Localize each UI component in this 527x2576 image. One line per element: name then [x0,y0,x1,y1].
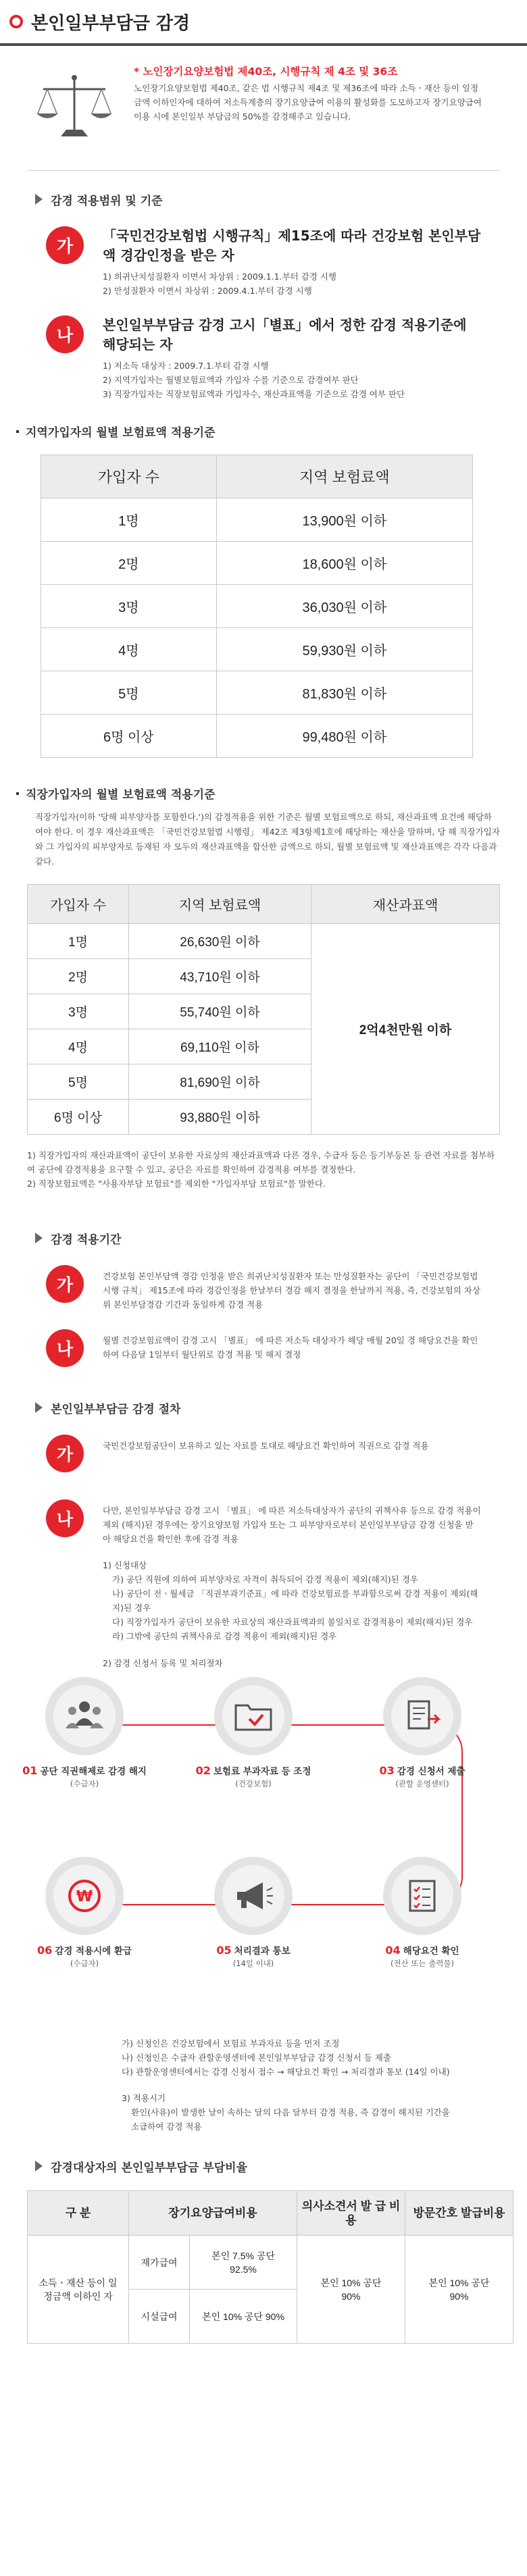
table-row [41,498,473,542]
list-item: 가) 신청인은 건강보험에서 보험료 부과자료 등을 먼저 조정 [122,2038,340,2049]
divider [27,170,500,171]
title-bullet-icon [9,15,23,28]
step-text: 감경 신청서 제출 [397,1766,466,1777]
workplace-table [27,884,500,1135]
step-label [358,1763,486,1777]
svg-text:₩: ₩ [76,1888,93,1905]
intro-text [122,63,486,151]
table-cell: 4명 [28,1029,129,1064]
process-item [46,1435,500,1472]
table-header: 가입자 수 [41,455,217,498]
item-sub-line: 2) 만성질환자 이면서 차상위 : 2009.4.1.부터 감경 시행 [103,286,312,296]
badge-na: 나 [46,1499,84,1537]
scope-item [46,226,500,298]
triangle-arrow-icon [35,1233,43,1243]
step-label [189,1943,318,1957]
badge-na: 나 [46,1329,84,1367]
step-text: 해당요건 확인 [403,1946,459,1957]
table-cell: 4명 [41,628,217,671]
item-text: 다만, 본인일부부담금 감경 고시 「별표」 에 따른 저소득대상자가 공단의 귀책사유 등으로 감경 적용이 제외 (해지)된 경우에는 장기요양보험 가입자 또는 그 피부양자로부터 본인일부부담금 감경 신청을 받아 해당요건을 확인한 후에 감경 적용 [103,1505,481,1544]
table-row [41,715,473,758]
step-number: 02 [195,1764,211,1777]
badge-na: 나 [46,315,84,353]
table-row [41,628,473,671]
step-number: 05 [216,1944,232,1957]
footer-space [0,2344,527,2371]
table-cell: 59,930원 이하 [216,628,472,671]
bullet-dot-icon [16,430,19,433]
step-label [20,1943,149,1957]
table-cell: 5명 [41,671,217,715]
list-item: 다) 직장가입자가 공단이 보유한 자료상의 재산과표액과의 불일치로 감경적용이 제외(해지)된 경우 [112,1617,473,1627]
table-cell: 본인 10% 공단 90% [190,2290,297,2344]
section-header-process [35,1398,527,1417]
list-item: 나) 신청인은 수급자 관할운영센터에 본인일부부담금 감경 신청서 등 제출 [122,2053,391,2063]
table-cell: 5명 [28,1064,129,1100]
table-cell: 26,630원 이하 [129,924,311,959]
item-title: 「국민건강보험법 시행규칙」제15조에 따라 건강보험 본인부담액 경감인정을 받은 자 [103,228,481,263]
table-cell: 99,480원 이하 [216,715,472,758]
item-sub [103,359,481,401]
table-header: 가입자 수 [28,885,129,924]
subsection-title: 지역가입자의 월별 보험료액 적용기준 [26,426,216,440]
table-cell: 3명 [28,994,129,1029]
list-heading: 3) 적용시기 [122,2093,166,2103]
table-header: 구 분 [28,2191,129,2236]
subsection-header-regional [16,423,527,440]
item-sub [103,269,481,298]
table-cell: 3명 [41,585,217,628]
table-header: 지역 보험료액 [216,455,472,498]
note-line: 1) 직장가입자의 재산과표액이 공단이 보유한 자료상의 재산과표액과 다른 경우, 수급자 등은 등기부등본 등 관련 자료를 첨부하여 공단에 감경적용을 요구할 수 있고, 공단은 자료를 확인하여 감경적용 여부를 결정한다. [27,1150,495,1175]
workplace-notes [27,1148,500,1191]
item-sub-line: 1) 저소득 대상자 : 2009.7.1.부터 감경 시행 [103,361,269,371]
folder-icon [214,1677,293,1755]
item-sub-line: 1) 희귀난치성질환자 이면서 차상위 : 2009.1.1.부터 감경 시행 [103,272,336,282]
step-text: 처리결과 통보 [234,1946,291,1957]
list-item: 다) 관할운영센터에서는 감경 신청서 접수 → 해당요건 확인 → 처리결과 통보 (14일 이내) [122,2067,450,2077]
table-cell: 36,030원 이하 [216,585,472,628]
step-label [20,1763,149,1777]
table-cell: 재가급여 [129,2236,190,2290]
table-header: 지역 보험료액 [129,885,311,924]
badge-ga: 가 [46,1435,84,1472]
intro-section [27,63,500,151]
checklist-icon [383,1857,461,1935]
section-header-scope [35,190,527,209]
step-sub: (14일 이내) [232,1959,274,1968]
section-title: 감경 적용기간 [51,1233,122,1247]
list-item: 나) 공단이 전ㆍ월세금 「직권부과기준표」에 따라 건강보험료를 부과함으로써 감경 적용이 제외(해지)된 경우 [112,1589,478,1613]
step-label [358,1943,486,1957]
step-text: 감경 적용시에 환급 [55,1946,132,1957]
bullet-dot-icon [16,792,19,795]
table-row [41,542,473,585]
item-title: 본인일부부담금 감경 고시「별표」에서 정한 감경 적용기준에 해당되는 자 [103,317,467,353]
list-item: 환인(사유)이 발생한 날이 속하는 달의 다음 달부터 감경 적용, 즉 감경이 해지된 기간을 소급하여 감경 적용 [131,2107,450,2132]
list-item: 가) 공단 직원에 의하여 피부양자로 자격이 취득되어 감경 적용이 제외(해지)된 경우 [112,1574,418,1585]
process-item [46,1499,500,1669]
table-header: 의사소견서 발 급 비 용 [297,2191,405,2236]
step-sub: (건강보험) [235,1779,272,1788]
flow-step-1 [20,1677,149,1789]
section-title: 감경대상자의 본인일부부담금 부담비율 [51,2161,248,2175]
table-cell: 1명 [41,498,217,542]
table-cell: 43,710원 이하 [129,959,311,994]
note-line: 2) 직장보험료액은 "사용자부담 보험료"를 제외한 "가입자부담 보험료"를 말한다. [27,1179,326,1189]
step-number: 01 [22,1764,38,1777]
flow-step-5 [189,1857,318,1969]
flow-step-6 [20,1857,149,1969]
flow-heading: 2) 감경 신청서 등록 및 처리절차 [103,1658,223,1668]
step-text: 공단 직권해제로 감경 해지 [40,1766,147,1777]
item-text: 건강보험 본인부담액 경감 인정을 받은 희귀난치성질환자 또는 만성질환자는 공단이 「국민건강보험법 시행 규칙」 제15조에 따라 경감인정을 한날부터 경감 해지 결정을 한날까지 적용, 즉, 건강보험의 차상위 본인부담경감 기간과 동일하게 감경 적용 [103,1271,480,1310]
burden-table [27,2190,513,2344]
table-cell: 6명 이상 [28,1100,129,1135]
triangle-arrow-icon [35,2161,43,2171]
list-heading: 1) 신청대상 [103,1560,147,1570]
table-cell: 93,880원 이하 [129,1100,311,1135]
table-cell: 1명 [28,924,129,959]
people-icon [45,1677,124,1755]
table-row [41,671,473,715]
flow-step-4 [358,1857,486,1969]
section-title: 본인일부부담금 감경 절차 [51,1402,181,1416]
step-sub: (관할 운영센터) [395,1779,449,1788]
table-cell: 2명 [28,959,129,994]
table-header: 재산과표액 [311,885,500,924]
step-sub: (수급자) [70,1779,99,1788]
item-sub-line: 2) 지역가입자는 월별보험료액과 가입자 수를 기준으로 감경여부 판단 [103,375,359,385]
step-sub: (수급자) [70,1959,99,1968]
post-step-list [122,2036,459,2134]
megaphone-icon [214,1857,293,1935]
step-number: 06 [37,1944,53,1957]
table-cell: 18,600원 이하 [216,542,472,585]
subsection-header-workplace [16,785,527,802]
asset-value-cell: 2억4천만원 이하 [311,924,500,1135]
badge-ga: 가 [46,1265,84,1303]
table-cell: 55,740원 이하 [129,994,311,1029]
item-sub-line: 3) 직장가입자는 직장보험료액과 가입자수, 재산과표액을 기준으로 감경 여부 판단 [103,389,405,399]
page-header [0,0,527,46]
section-title: 감경 적용범위 및 기준 [51,194,163,208]
item-text: 월별 건강보험료액이 감경 고시 「별표」 에 따른 저소득 대상자가 해당 매월 20일 경 해당요건을 확인하여 다음달 1일부터 월단위로 감경 적용 및 해지 결정 [103,1335,478,1360]
table-row [28,924,500,959]
step-label [189,1763,318,1777]
table-cell: 본인 10% 공단 90% [297,2236,405,2344]
apply-target-list [103,1558,481,1643]
process-flow [20,1677,493,2028]
triangle-arrow-icon [35,194,43,205]
table-cell: 소득ㆍ재산 등이 일정금액 이하인 자 [28,2236,129,2344]
table-cell: 본인 7.5% 공단 92.5% [190,2236,297,2290]
table-row [28,2236,513,2290]
table-cell: 81,690원 이하 [129,1064,311,1100]
table-cell: 본인 10% 공단 90% [405,2236,513,2344]
page-title: 본인일부부담금 감경 [31,13,191,34]
workplace-description: 직장가입자(이하 '당해 피부양자를 포함한다.')의 감경적용을 위한 기준은 월별 보험료액으로 하되, 재산과표액 요건에 해당하여야 한다. 이 경우 재산과표액은 「국민건강보험법 시행령」 제42조 제3항제1호에 해당하는 재산을 말하며, 당 해 직장가입자와 그 가입자의 피부양자로 등재된 자 모두의 재산과표액을 합산한 금액으로 하되, 월별 보험료액 및 재산과표액은 각각 다음과 같다. [35,812,500,867]
document-submit-icon [383,1677,461,1755]
step-number: 03 [379,1764,395,1777]
table-cell: 81,830원 이하 [216,671,472,715]
list-item: 라) 그밖에 공단의 귀책사유로 감경 적용이 제외(해지)된 경우 [112,1631,337,1641]
won-coin-icon [45,1857,124,1935]
triangle-arrow-icon [35,1402,43,1413]
step-text: 보험료 부과자료 등 조정 [213,1766,311,1777]
table-header: 장기요양급여비용 [129,2191,297,2236]
section-header-period [35,1229,527,1247]
table-cell: 2명 [41,542,217,585]
step-sub: (전산 또는 출력물) [390,1959,455,1968]
subsection-title: 직장가입자의 월별 보험료액 적용기준 [26,788,216,802]
flow-step-2 [189,1677,318,1789]
regional-table [41,455,473,758]
scale-icon [27,63,122,151]
period-item [46,1265,500,1312]
table-cell: 13,900원 이하 [216,498,472,542]
table-row [41,585,473,628]
scope-item [46,315,500,401]
step-number: 04 [385,1944,401,1957]
table-cell: 6명 이상 [41,715,217,758]
table-cell: 69,110원 이하 [129,1029,311,1064]
badge-ga: 가 [46,226,84,264]
intro-body: 노인장기요양보험법 제40조, 같은 법 시행규칙 제4조 및 제36조에 따라 소득ㆍ재산 등이 일정금액 이하인자에 대하여 저소득계층의 장기요양급여 이용의 활성화를 도모하고자 장기요양급여이용 시에 본인일부 부담금의 50%를 감경해주고 있습니다. [134,83,482,122]
table-cell: 시설급여 [129,2290,190,2344]
item-text: 국민건강보험공단이 보유하고 있는 자료를 토대로 해당요건 확인하여 직권으로 감경 적용 [103,1441,429,1451]
flow-step-3 [358,1677,486,1789]
intro-headline: * 노인장기요양보험법 제40조, 시행규칙 제 4조 및 36조 [134,66,398,78]
period-item [46,1329,500,1367]
table-header: 방문간호 발급비용 [405,2191,513,2236]
section-header-burden [35,2157,527,2175]
